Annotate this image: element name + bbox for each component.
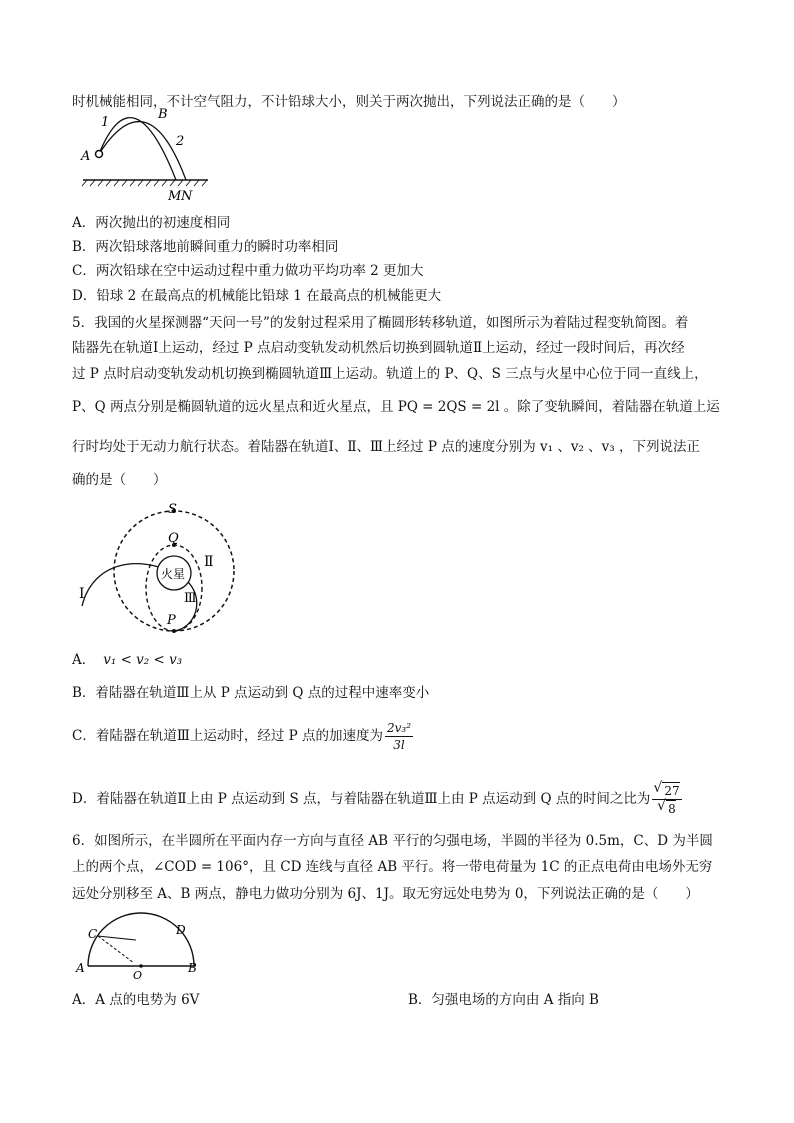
q5-option-d xyxy=(72,782,682,817)
q5-option-d-fraction xyxy=(652,782,681,817)
q5-stem-line1: 5．我国的火星探测器“天问一号”的发射过程采用了椭圆形转移轨道，如图所示为着陆过程变轨简图。着 xyxy=(72,315,689,331)
q5-option-c-num: 2v₃² xyxy=(387,721,412,735)
q5-option-a-math: v₁ < v₂ < v₃ xyxy=(103,652,183,668)
q5-label-II: Ⅱ xyxy=(204,554,214,570)
q6-label-B: B xyxy=(188,961,197,975)
q4-option-a: A．两次抛出的初速度相同 xyxy=(72,215,231,231)
q5-stem-line4: P、Q 两点分别是椭圆轨道的远火星点和近火星点，且 PQ = 2QS = 2l 。除了变轨瞬间，着陆器在轨道上运 xyxy=(72,399,720,415)
q5-stem-line3: 过 P 点时启动变轨发动机切换到椭圆轨道Ⅲ上运动。轨道上的 P、Q、S 三点与火星中心位于同一直线上， xyxy=(72,366,708,382)
q5-option-d-text: D．着陆器在轨道Ⅱ上由 P 点运动到 S 点，与着陆器在轨道Ⅲ上由 P 点运动到 Q 点的时间之比为 xyxy=(72,791,651,807)
q5-option-c xyxy=(72,720,413,753)
q4-option-d: D．铅球 2 在最高点的机械能比铅球 1 在最高点的机械能更大 xyxy=(72,288,442,304)
q6-label-C: C xyxy=(88,927,98,941)
q5-stem-line2: 陆器先在轨道Ⅰ上运动，经过 P 点启动变轨发动机然后切换到圆轨道Ⅱ上运动，经过一段时间后，再次经 xyxy=(72,340,685,356)
q5-label-I: Ⅰ xyxy=(79,586,85,602)
q4-label-A: A xyxy=(81,149,91,164)
q5-label-Q: Q xyxy=(168,531,179,546)
q5-option-b: B．着陆器在轨道Ⅲ上从 P 点运动到 Q 点的过程中速率变小 xyxy=(72,685,430,701)
q6-stem-line3: 远处分别移至 A、B 两点，静电力做功分别为 6J、1J。取无穷远处电势为 0，下列说法正确的是（ ） xyxy=(72,886,699,902)
q5-option-a xyxy=(72,650,182,670)
q6-stem-line1: 6．如图所示，在半圆所在平面内存一方向与直径 AB 平行的匀强电场，半圆的半径为 0.5m，C、D 为半圆 xyxy=(72,833,713,849)
q4-projectile-figure xyxy=(78,100,213,208)
q5-stem-line5: 行时均处于无动力航行状态。着陆器在轨道Ⅰ、Ⅱ、Ⅲ上经过 P 点的速度分别为 v₁ 、v₂ 、v₃ ，下列说法正 xyxy=(72,439,700,455)
q5-label-S: S xyxy=(168,502,177,517)
q5-stem-line6: 确的是（ ） xyxy=(72,472,167,488)
q4-stem-tail: 时机械能相同，不计空气阻力，不计铅球大小，则关于两次抛出，下列说法正确的是（ ） xyxy=(72,94,626,110)
q6-stem-line2: 上的两个点，∠COD = 106°，且 CD 连线与直径 AB 平行。将一带电荷量为 1C 的正点电荷由电场外无穷 xyxy=(72,859,713,875)
q5-label-III: Ⅲ xyxy=(184,591,197,606)
q5-option-d-den: √ 8 xyxy=(666,800,676,817)
q4-option-b: B．两次铅球落地前瞬间重力的瞬时功率相同 xyxy=(72,239,339,255)
q6-option-b: B．匀强电场的方向由 A 指向 B xyxy=(408,992,599,1008)
q5-orbit-figure xyxy=(76,498,256,638)
q5-label-P: P xyxy=(167,613,176,628)
q4-label-B: B xyxy=(158,107,168,122)
q6-label-D: D xyxy=(176,923,186,937)
q4-label-N: N xyxy=(181,189,193,204)
q5-option-c-fraction xyxy=(385,720,413,753)
q5-option-a-label: A． xyxy=(72,652,96,668)
q5-option-d-num: √ 27 xyxy=(662,782,679,799)
q6-label-A: A xyxy=(76,961,85,975)
q4-option-c: C．两次铅球在空中运动过程中重力做功平均功率 2 更加大 xyxy=(72,263,424,279)
q5-option-c-den: 3l xyxy=(393,738,405,752)
q6-label-O: O xyxy=(133,969,143,980)
q4-label-M: M xyxy=(168,189,182,204)
q6-semicircle-figure xyxy=(74,908,210,980)
q6-option-a: A．A 点的电势为 6V xyxy=(72,992,200,1008)
q5-option-c-text: C．着陆器在轨道Ⅲ上运动时，经过 P 点的加速度为 xyxy=(72,728,384,744)
q4-label-1: 1 xyxy=(101,115,110,130)
q5-label-mars: 火星 xyxy=(161,567,186,581)
q4-label-2: 2 xyxy=(176,134,185,149)
